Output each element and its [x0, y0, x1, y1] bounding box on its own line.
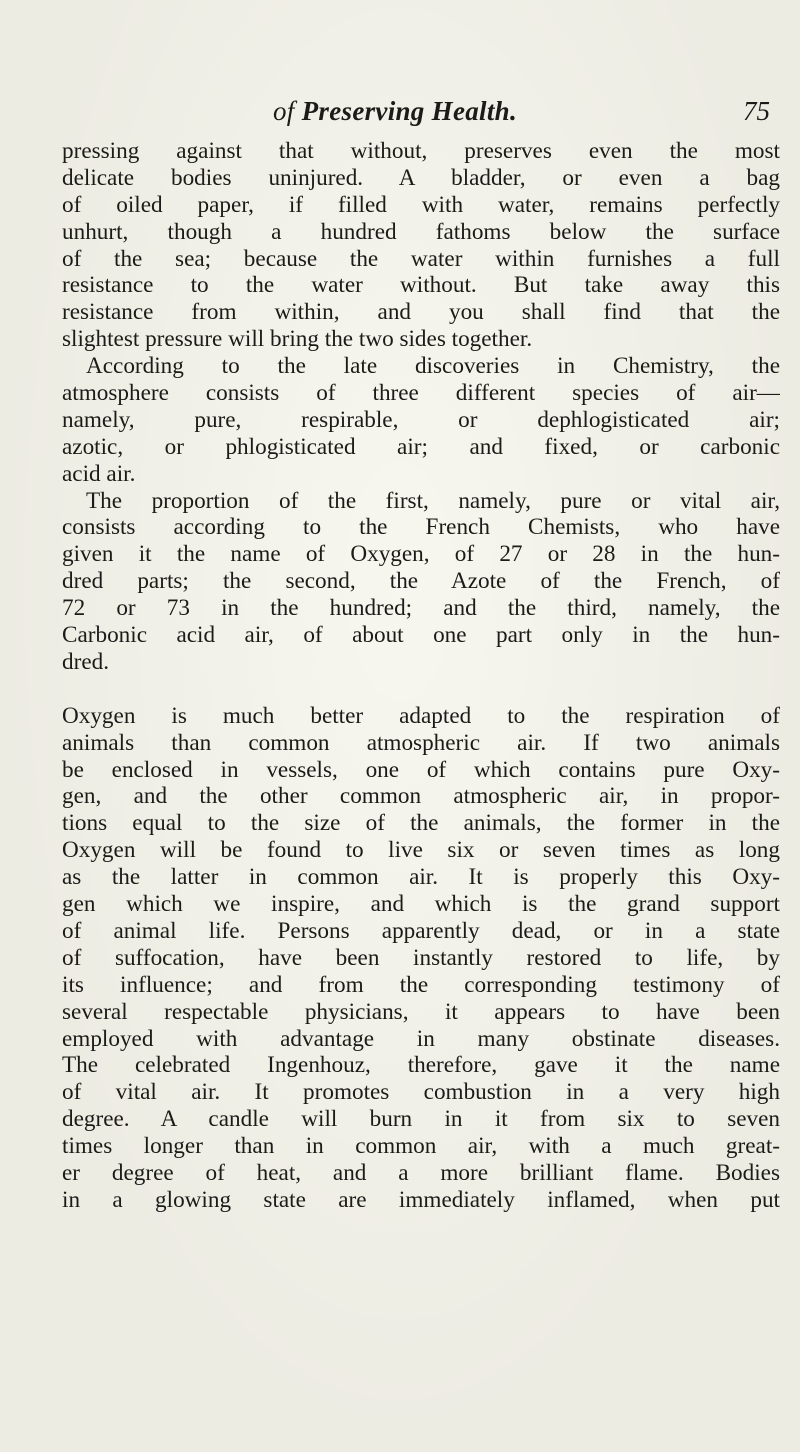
text-line: in a glowing state are immediately inflamed, when put — [62, 1186, 780, 1213]
text-line: unhurt, though a hundred fathoms below the surface — [62, 218, 780, 245]
text-line: given it the name of Oxygen, of 27 or 28 in the hun- — [62, 541, 780, 568]
text-line: of vital air. It promotes combustion in a very high — [62, 1079, 780, 1106]
text-line: of oiled paper, if filled with water, remains perfectly — [62, 191, 780, 218]
text-line: as the latter in common air. It is properly this Oxy- — [62, 864, 780, 891]
running-head-title: Preserving Health. — [301, 96, 518, 126]
page-header — [0, 96, 800, 136]
text-line: According to the late discoveries in Chemistry, the — [86, 353, 780, 380]
text-line: dred parts; the second, the Azote of the French, of — [62, 568, 780, 595]
text-line: of animal life. Persons apparently dead, or in a state — [62, 917, 780, 944]
text-line: delicate bodies uninjured. A bladder, or even a bag — [62, 164, 780, 191]
text-line: 72 or 73 in the hundred; and the third, namely, the — [62, 595, 780, 622]
text-line: Oxygen is much better adapted to the respiration of — [62, 702, 780, 729]
text-line: atmosphere consists of three different species of air— — [62, 380, 780, 407]
text-line: acid air. — [62, 460, 136, 487]
text-line: be enclosed in vessels, one of which contains pure Oxy- — [62, 756, 780, 783]
text-line: Oxygen will be found to live six or seven times as long — [62, 837, 780, 864]
text-line: gen which we inspire, and which is the grand support — [62, 891, 780, 918]
text-line: animals than common atmospheric air. If two animals — [62, 729, 780, 756]
body-text — [62, 138, 780, 1214]
running-head — [0, 96, 790, 127]
text-line: times longer than in common air, with a much great- — [62, 1133, 780, 1160]
text-line: namely, pure, respirable, or dephlogisticated air; — [62, 406, 780, 433]
text-line: The celebrated Ingenhouz, therefore, gave it the name — [62, 1052, 780, 1079]
text-line: of suffocation, have been instantly restored to life, by — [62, 944, 780, 971]
text-line: degree. A candle will burn in it from six to seven — [62, 1106, 780, 1133]
text-line: of the sea; because the water within furnishes a full — [62, 245, 780, 272]
page-number: 75 — [743, 96, 770, 126]
text-line: several respectable physicians, it appears to have been — [62, 998, 780, 1025]
text-line: its influence; and from the corresponding testimony of — [62, 971, 780, 998]
text-line: dred. — [62, 648, 109, 675]
paragraph-gap — [62, 676, 780, 703]
text-line: er degree of heat, and a more brilliant flame. Bodies — [62, 1159, 780, 1186]
text-line: Carbonic acid air, of about one part only in the hun- — [62, 622, 780, 649]
text-line: The proportion of the first, namely, pure or vital air, — [86, 487, 780, 514]
text-line: gen, and the other common atmospheric air, in propor- — [62, 783, 780, 810]
text-line: slightest pressure will bring the two sides together. — [62, 326, 533, 353]
text-line: resistance to the water without. But take away this — [62, 272, 780, 299]
text-line: pressing against that without, preserves even the most — [62, 138, 780, 164]
text-line: employed with advantage in many obstinate diseases. — [62, 1025, 780, 1052]
text-line: consists according to the French Chemists, who have — [62, 514, 780, 541]
text-line: resistance from within, and you shall find that the — [62, 299, 780, 326]
text-line: tions equal to the size of the animals, the former in the — [62, 810, 780, 837]
text-line: azotic, or phlogisticated air; and fixed, or carbonic — [62, 433, 780, 460]
running-head-prefix: of — [272, 96, 302, 126]
